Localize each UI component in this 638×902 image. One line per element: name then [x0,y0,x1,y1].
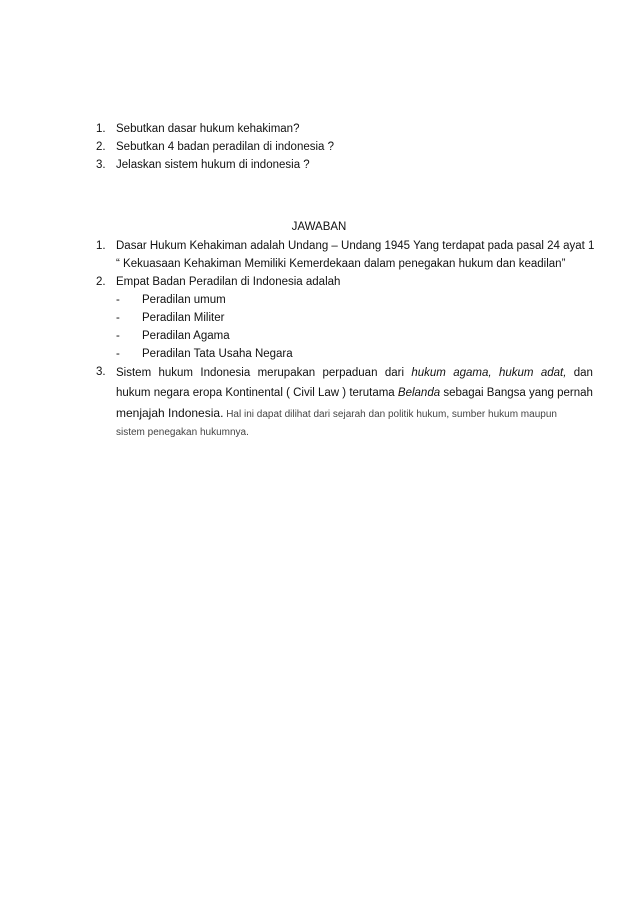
answers-heading: JAWABAN [291,221,347,233]
answer-text-line: sistem penegakan hukumnya. [116,427,249,438]
court-name: Peradilan Tata Usaha Negara [142,348,293,360]
court-list-item [96,291,566,309]
question-item [96,120,566,138]
answer-text-line: “ Kekuasaan Kehakiman Memiliki Kemerdekaan dalam penegakan hukum dan keadilan” [116,258,566,270]
question-text: Sebutkan 4 badan peradilan di indonesia ? [116,141,335,153]
answer-body [116,273,566,291]
answer-body [116,237,594,273]
court-list-item [96,309,566,327]
list-number: 1. [96,240,106,252]
list-number: 2. [96,276,106,288]
answer-text: menjajah Indonesia. [116,406,224,420]
answer-text-line [116,403,593,423]
answer-text: sebagai Bangsa yang pernah [440,387,593,399]
question-item [96,138,566,156]
question-list [96,120,566,174]
answer-text-line: Dasar Hukum Kehakiman adalah Undang – Undang 1945 Yang terdapat pada pasal 24 ayat 1 [116,240,595,252]
answer-item [96,237,595,273]
answer-text-line [116,383,593,403]
answer-text: hukum negara eropa Kontinental ( Civil Law ) terutama [116,387,398,399]
answer-intro: Empat Badan Peradilan di Indonesia adalah [116,276,341,288]
court-list-item [96,345,566,363]
answer-list [96,237,595,443]
court-list-item [96,327,566,345]
answer-text: dan [566,367,593,379]
answer-body [116,363,593,443]
question-text: Sebutkan dasar hukum kehakiman? [116,123,300,135]
court-name: Peradilan Militer [142,312,225,324]
list-number: 3. [96,159,106,171]
answer-item [96,273,566,291]
dash-bullet: - [116,312,120,324]
dash-bullet: - [116,294,120,306]
question-item [96,156,566,174]
answer-italic-text: Belanda [397,387,441,399]
answer-item [96,363,593,443]
question-text: Jelaskan sistem hukum di indonesia ? [116,159,310,171]
list-number: 3. [96,366,106,378]
dash-bullet: - [116,330,120,342]
court-name: Peradilan umum [142,294,226,306]
answer-italic-text: hukum agama, hukum adat, [411,367,567,379]
answer-text-line [116,363,593,383]
dash-bullet: - [116,348,120,360]
list-number: 2. [96,141,106,153]
list-number: 1. [96,123,106,135]
answer-text: Sistem hukum Indonesia merupakan perpaduan dari [116,367,412,379]
answer-text: Hal ini dapat dilihat dari sejarah dan politik hukum, sumber hukum maupun [223,409,557,420]
court-name: Peradilan Agama [142,330,230,342]
